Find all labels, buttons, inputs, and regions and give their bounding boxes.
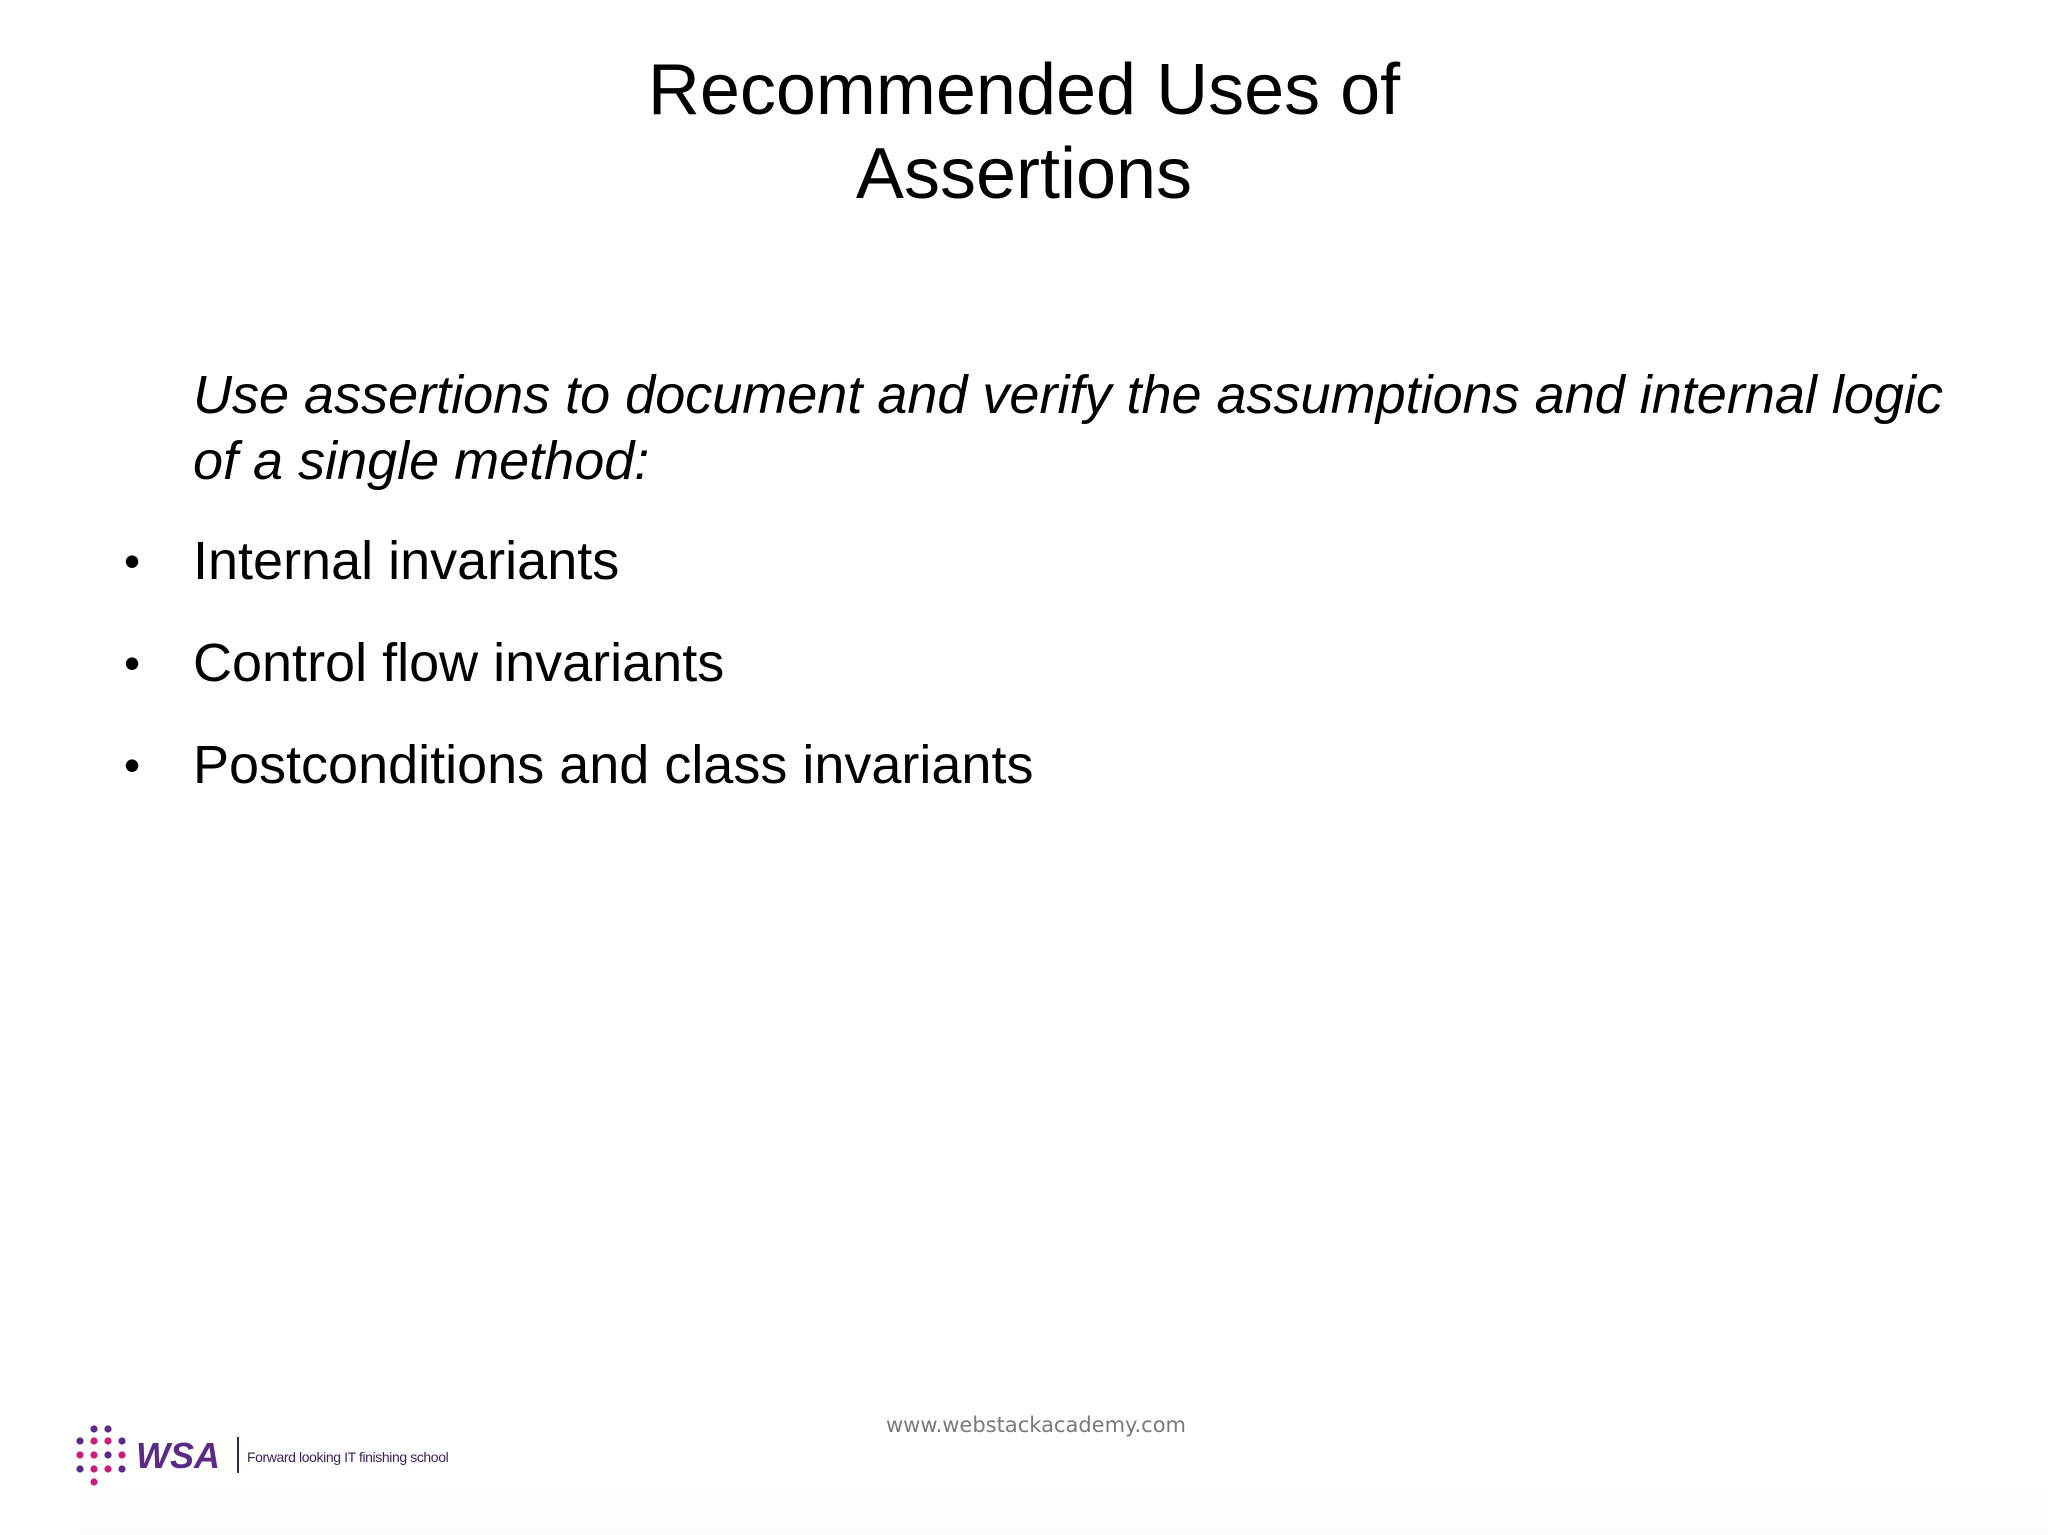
footer-band (80, 1480, 2048, 1535)
logo-dot (104, 1465, 111, 1472)
logo-dot (76, 1451, 83, 1458)
wsa-logo-graphic (72, 1425, 462, 1487)
logo-dot (76, 1465, 83, 1472)
wsa-logo (72, 1425, 462, 1487)
bullet-list (0, 528, 2048, 834)
slide-title-line-2: Assertions (855, 134, 1193, 214)
bullet-icon: • (124, 637, 141, 689)
intro-text: Use assertions to document and verify the assumptions and internal logic of a single method: (193, 365, 1943, 491)
slide-title-line-1: Recommended Uses of (647, 50, 1401, 130)
bullet-icon: • (124, 535, 141, 587)
logo-dot (104, 1437, 111, 1444)
logo-dot (90, 1465, 97, 1472)
logo-wordmark: WSA (136, 1435, 220, 1476)
logo-divider (237, 1437, 239, 1473)
logo-tagline: Forward looking IT finishing school (247, 1449, 449, 1465)
bullet-text: Internal invariants (193, 531, 620, 591)
logo-dot (104, 1425, 111, 1432)
logo-dot (118, 1451, 125, 1458)
bullet-icon: • (124, 739, 141, 791)
logo-dot (90, 1437, 97, 1444)
logo-dot (90, 1451, 97, 1458)
logo-dot (118, 1437, 125, 1444)
bullet-item (0, 732, 2048, 834)
bullet-item (0, 528, 2048, 630)
logo-dot (76, 1437, 83, 1444)
logo-dot-grid-icon (76, 1425, 125, 1485)
logo-dot (104, 1451, 111, 1458)
bullet-text: Control flow invariants (193, 633, 725, 693)
logo-dot (118, 1465, 125, 1472)
logo-dot (90, 1478, 97, 1485)
footer-url: www.webstackacademy.com (885, 1413, 1187, 1437)
bullet-item (0, 630, 2048, 732)
logo-dot (90, 1425, 97, 1432)
bullet-text: Postconditions and class invariants (193, 735, 1034, 795)
slide-title (0, 48, 2048, 216)
